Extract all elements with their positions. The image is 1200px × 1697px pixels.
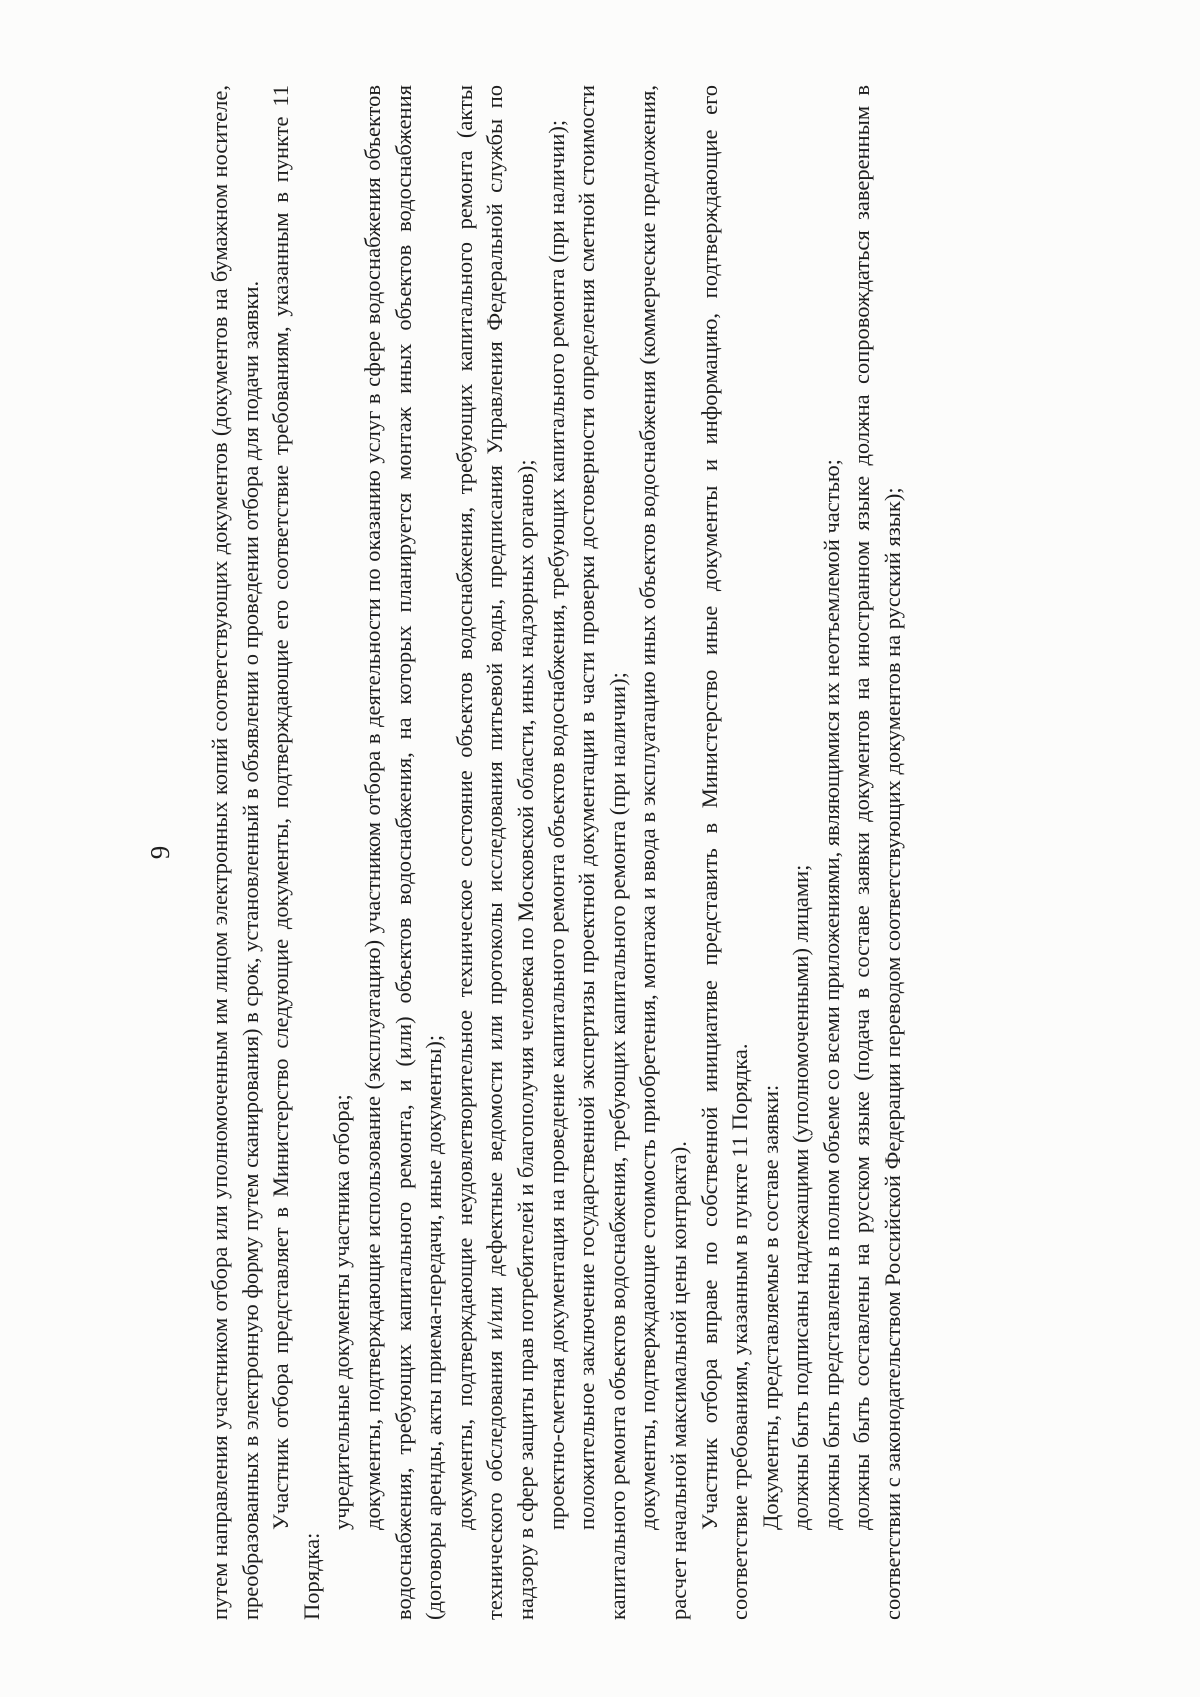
- paragraph: должны быть составлены на русском языке (подача в составе заявки документов на иностранном языке должна сопровождаться заверенным в соответствии с законодательством Российской Федерации переводом соответствующих документов на русский язык);: [849, 85, 906, 1620]
- paragraph: документы, подтверждающие неудовлетворительное техническое состояние объектов водоснабжения, требующих капитального ремонта (акты технического обследования и/или дефектные ведомости или протоколы исследования питьевой воды, предписания Управления Федеральной службы по надзору в сфере защиты прав потребителей и благополучия человека по Московской области, иных надзорных органов);: [451, 85, 538, 1620]
- paragraph: проектно-сметная документация на проведение капитального ремонта объектов водоснабжения, требующих капитального ремонта (при наличии);: [543, 119, 569, 1530]
- paragraph: Участник отбора вправе по собственной инициативе представить в Министерство иные документы и информацию, подтверждающие его соответствие требованиям, указанным в пункте 11 Порядка.: [696, 85, 753, 1620]
- page-number: 9: [145, 845, 175, 860]
- paragraph: Документы, представляемые в составе заявки:: [757, 1084, 783, 1530]
- paragraph: документы, подтверждающие стоимость приобретения, монтажа и ввода в эксплуатацию иных объектов водоснабжения (коммерческие предложения, расчет начальной максимальной цены контракта).: [635, 85, 691, 1620]
- rotated-page-content: [145, 85, 1045, 1620]
- paragraph: должны быть представлены в полном объеме со всеми приложениями, являющимися их неотъемлемой частью;: [818, 459, 844, 1530]
- paragraph: должны быть подписаны надлежащими (уполномоченными) лицами;: [788, 864, 814, 1530]
- paragraph: Участник отбора представляет в Министерство следующие документы, подтверждающие его соответствие требованиям, указанным в пункте 11 Порядка:: [268, 85, 324, 1620]
- paragraph: положительное заключение государственной экспертизы проектной документации в части проверки достоверности определения сметной стоимости капитального ремонта объектов водоснабжения, требующих капитального ремонта (при наличии);: [574, 85, 630, 1620]
- body-text: [205, 85, 909, 1620]
- paragraph: путем направления участником отбора или уполномоченным им лицом электронных копий соответствующих документов (документов на бумажном носителе, преобразованных в электронную форму путем сканирования) в срок, установленный в объявлении о проведении отбора для подачи заявки.: [207, 85, 263, 1620]
- paragraph: документы, подтверждающие использование (эксплуатацию) участником отбора в деятельности по оказанию услуг в сфере водоснабжения объектов водоснабжения, требующих капитального ремонта, и (или) объектов водоснабжения, на которых планируется монтаж иных объектов водоснабжения (договоры аренды, акты приема-передачи, иные документы);: [359, 85, 447, 1620]
- paragraph: учредительные документы участника отбора;: [329, 1094, 355, 1530]
